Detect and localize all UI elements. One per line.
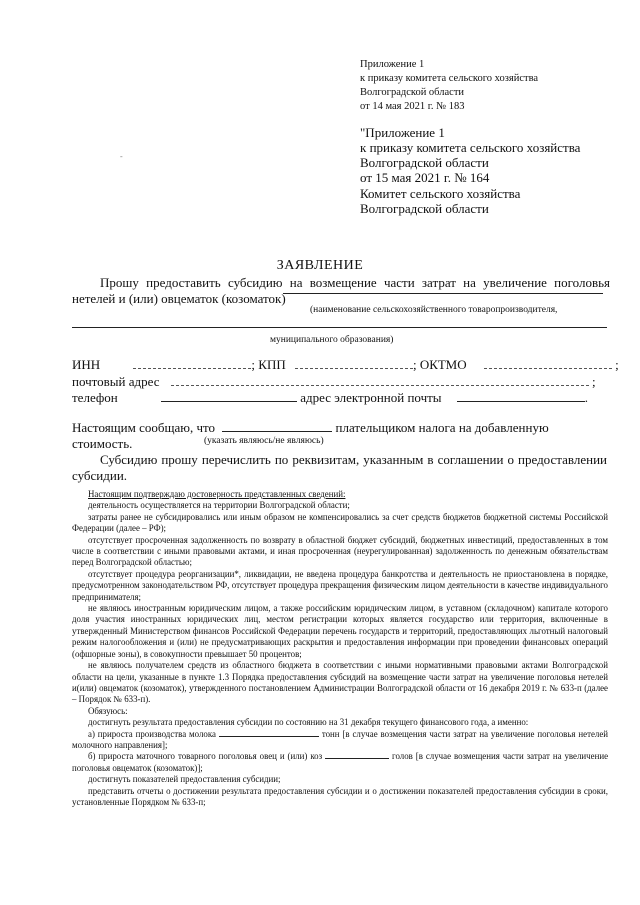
vat-caption: (указать являюсь/не являюсь) [204, 436, 324, 446]
obligation-item-2: достигнуть показателей предоставления субсидии; [88, 774, 281, 785]
vat-statement [72, 420, 610, 452]
obligation-item-1: достигнуть результата предоставления субсидии по состоянию на 31 декабря текущего финансового года, а именно: [88, 717, 529, 728]
municipality-field[interactable] [72, 327, 607, 328]
confirm-heading: Настоящим подтверждаю достоверность представленных сведений: [88, 489, 346, 499]
inn-row [72, 357, 619, 373]
producer-caption: (наименование сельскохозяйственного товаропроизводителя, [310, 305, 558, 315]
appendix-quoted-line3: Волгоградской области [360, 155, 489, 170]
milk-prefix: а) прироста производства молока [88, 728, 216, 739]
mail-row [72, 374, 596, 390]
email-field[interactable] [457, 401, 585, 402]
subsidy-transfer-text: Субсидию прошу перечислить по реквизитам, указанным в соглашении о предоставлении субсидии. [72, 452, 607, 483]
appendix-2021-line4: от 14 мая 2021 г. № 183 [360, 101, 465, 112]
inn-label: ИНН [72, 357, 101, 372]
oktmo-field[interactable] [484, 368, 612, 369]
mail-field[interactable] [171, 385, 589, 386]
kpp-label: ; КПП [251, 357, 286, 372]
sheep-suffix: голов [в случае возмещения части затрат на увеличение поголовья овцематок (козоматок)]; [72, 751, 609, 773]
confirm-item-4: отсутствует процедура реорганизации*, ликвидации, не введена процедура банкротства и деятельность не приостановлена в порядке, предусмотренном законодательством РФ, отсутствует процедура прекращения физическим лицом деятельности в качестве индивидуального предпринимателя; [72, 568, 608, 602]
recipient-line2: Волгоградской области [360, 201, 489, 216]
vat-suffix: плательщиком налога на добавленную стоимость. [72, 420, 549, 451]
phone-row-end: . [584, 390, 589, 405]
vat-status-field[interactable] [222, 431, 332, 432]
request-text: Прошу предоставить субсидию на возмещение части затрат на увеличение поголовья нетелей и (или) овцематок (козоматок) [72, 275, 610, 306]
phone-field[interactable] [161, 401, 297, 402]
oktmo-label: ; ОКТМО [412, 357, 467, 372]
mail-label: почтовый адрес [72, 374, 160, 389]
confirm-item-2: затраты ранее не субсидировались или иным образом не компенсировались за счет средств бюджетов бюджетной системы Российской Федерации (далее – РФ); [72, 511, 608, 534]
recipient-line1: Комитет сельского хозяйства [360, 186, 521, 201]
vat-prefix: Настоящим сообщаю, что [72, 420, 216, 435]
appendix-2021-line3: Волгоградской области [360, 87, 465, 98]
milk-growth-field[interactable] [219, 736, 319, 737]
obligation-item-3: представить отчеты о достижении результата предоставления субсидии и о достижении показателей предоставления субсидии в сроки, установленные Порядком № 633-п; [72, 785, 608, 807]
appendix-2021-line1: Приложение 1 [360, 59, 425, 70]
obligations-heading: Обязуюсь: [88, 705, 128, 716]
appendix-2021 [360, 58, 610, 114]
confirm-item-6: не являюсь получателем средств из областного бюджета в соответствии с иными нормативными правовыми актами Волгоградской области на цели, указанные в пункте 1.3 Порядка предоставления субсидий на возмещение части затрат на увеличение поголовья нетелей и(или) овцематок (козоматок), утвержденного постановлением Администрации Волгоградской области от 16 декабря 2019 г. № 633-п (далее – Порядок № 633-п). [72, 660, 608, 705]
sheep-growth-field[interactable] [325, 758, 389, 759]
appendix-2021-line2: к приказу комитета сельского хозяйства [360, 73, 539, 84]
scan-mark: - [120, 152, 123, 161]
obligation-item-b [72, 751, 608, 774]
appendix-quoted-line2: к приказу комитета сельского хозяйства [360, 140, 581, 155]
inn-field[interactable] [133, 368, 251, 369]
confirm-item-1: деятельность осуществляется на территории Волгоградской области; [88, 500, 350, 511]
phone-label: телефон [72, 390, 118, 405]
confirmations-block [72, 489, 609, 808]
appendix-quoted-line4: от 15 мая 2021 г. № 164 [360, 170, 490, 185]
appendix-quoted [360, 125, 620, 185]
appendix-quoted-line1: "Приложение 1 [360, 125, 445, 140]
recipient-block [360, 186, 620, 216]
milk-suffix: тонн [в случае возмещения части затрат на увеличение поголовья нетелей молочного направления]; [72, 728, 609, 750]
email-label: адрес электронной почты [300, 390, 442, 405]
municipality-caption: муниципального образования) [270, 335, 394, 345]
phone-row [72, 390, 588, 406]
inn-row-end: ; [615, 357, 619, 372]
confirm-item-5: не являюсь иностранным юридическим лицом, а также российским юридическим лицом, в уставном (складочном) капитале которого доля участия иностранных юридических лиц, местом регистрации которых является государство или территория, включенные в утвержденный Министерством финансов Российской Федерации перечень государств и территорий, предоставляющих льготный налоговый режим налогообложения и (или) не предусматривающих раскрытия и предоставления информации при проведении финансовых операций (офшорные зоны), в совокупности превышает 50 процентов; [72, 603, 608, 659]
mail-row-end: ; [592, 374, 596, 389]
producer-name-field[interactable] [283, 293, 603, 294]
kpp-field[interactable] [295, 368, 413, 369]
obligation-item-a [72, 729, 608, 752]
document-title: ЗАЯВЛЕНИЕ [276, 258, 364, 273]
sheep-prefix: б) прироста маточного товарного поголовья овец и (или) коз [88, 751, 323, 762]
confirm-item-3: отсутствует просроченная задолженность по возврату в областной бюджет субсидий, бюджетных инвестиций, предоставленных в том числе в соответствии с иными правовыми актами, и иная просроченная (неурегулированная) задолженность по денежным обязательствам перед Волгоградской областью; [72, 534, 608, 568]
